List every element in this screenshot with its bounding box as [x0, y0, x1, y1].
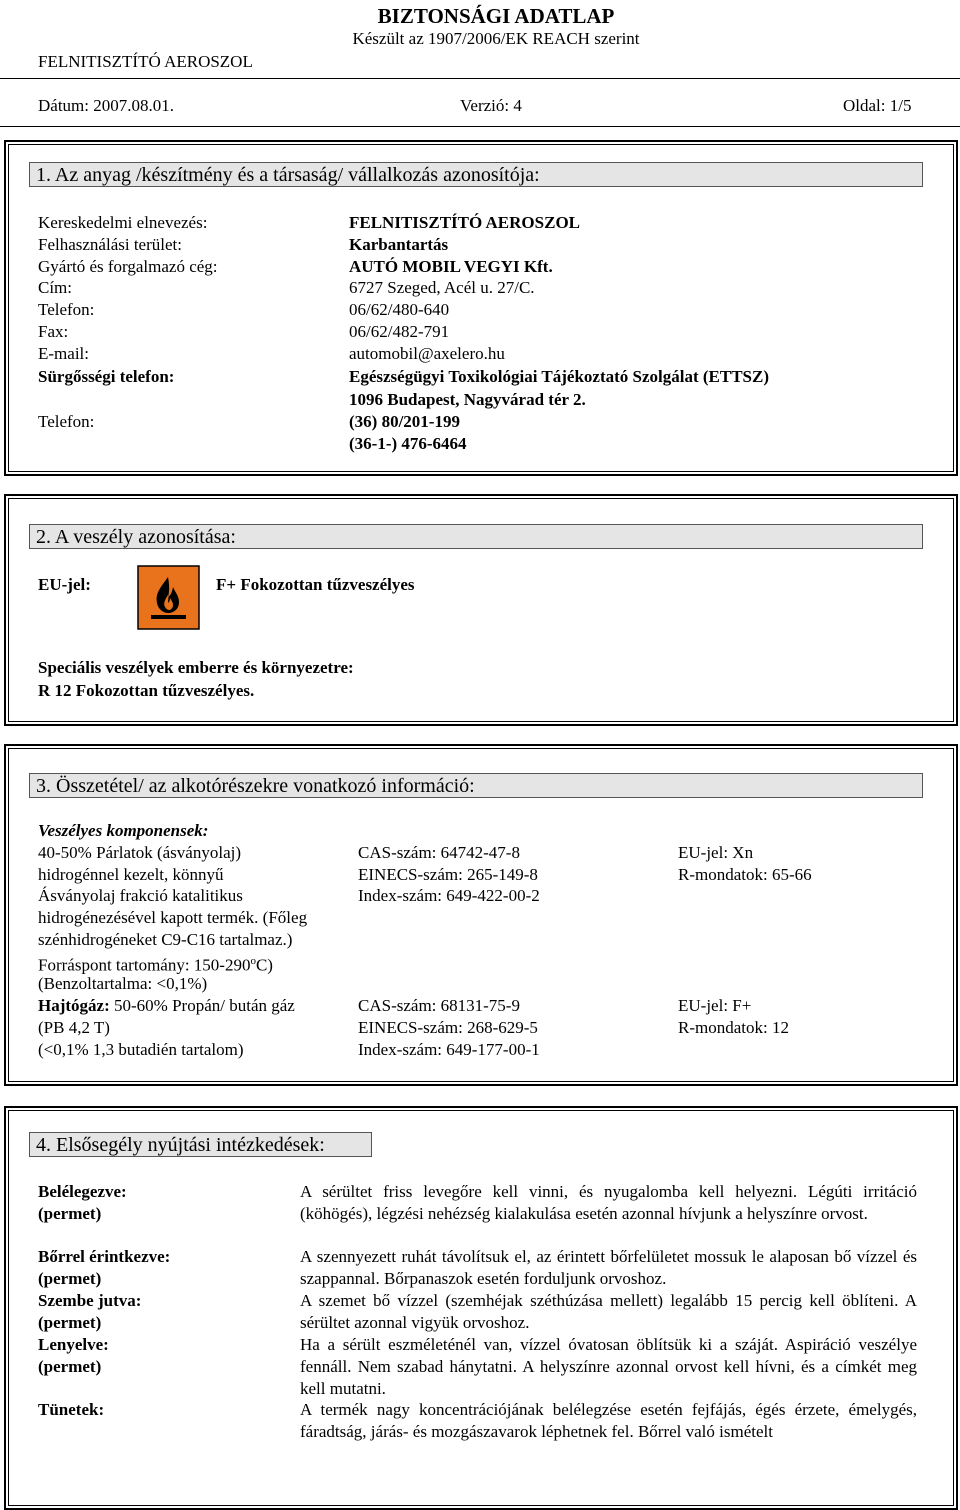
section-3-title: 3. Összetétel/ az alkotórészekre vonatkozó információ: — [29, 773, 923, 798]
component-1-eu-symbol: EU-jel: Xn — [678, 843, 754, 862]
component-1-einecs: EINECS-szám: 265-149-8 — [358, 865, 538, 884]
skin-contact-sub: (permet) — [38, 1269, 102, 1288]
special-hazards-title: Speciális veszélyek emberre és környezetre: — [38, 658, 354, 677]
value-address: 6727 Szeged, Acél u. 27/C. — [349, 278, 535, 297]
label-fax: Fax: — [38, 322, 69, 341]
inhalation-text: A sérültet friss levegőre kell vinni, és nyugalomba kell helyezni. Légúti irritáció (köhögés), légzési nehézség kialakulása esetén azonnal hívjunk a helyszínre orvost. — [300, 1182, 917, 1223]
boiling-range-text: Forráspont tartomány: 150-290 — [38, 955, 251, 975]
degree-sup: o — [250, 955, 256, 967]
symptoms-label: Tünetek: — [38, 1400, 105, 1419]
label-email: E-mail: — [38, 344, 89, 363]
component-1-line-2: hidrogénnel kezelt, könnyű — [38, 865, 224, 884]
ingestion-label: Lenyelve: — [38, 1335, 109, 1354]
label-phone: Telefon: — [38, 300, 95, 319]
r-phrase: R 12 Fokozottan tűzveszélyes. — [38, 681, 255, 700]
eye-contact-text: A szemet bő vízzel (szemhéjak széthúzása mellett) legalább 15 percig kell öblíteni. A sérültet azonnal vigyük orvoshoz. — [300, 1291, 917, 1332]
document-date: Dátum: 2007.08.01. — [38, 96, 174, 115]
component-1-line-3: Ásványolaj frakció katalitikus — [38, 886, 243, 905]
label-usage: Felhasználási terület: — [38, 235, 182, 254]
value-usage: Karbantartás — [349, 235, 449, 254]
inhalation-sub: (permet) — [38, 1204, 102, 1223]
eye-contact-label: Szembe jutva: — [38, 1291, 142, 1310]
value-trade-name: FELNITISZTÍTÓ AEROSZOL — [349, 213, 581, 232]
flame-hazard-icon — [137, 565, 200, 630]
label-address: Cím: — [38, 278, 73, 297]
component-2-line-1 — [38, 995, 295, 1016]
label-manufacturer: Gyártó és forgalmazó cég: — [38, 257, 218, 276]
eye-contact-sub: (permet) — [38, 1313, 102, 1332]
component-2-cas: CAS-szám: 68131-75-9 — [358, 996, 520, 1015]
component-2-line-2: (PB 4,2 T) — [38, 1018, 110, 1037]
component-1-cas: CAS-szám: 64742-47-8 — [358, 843, 520, 862]
document-version: Verzió: 4 — [460, 96, 522, 115]
hazardous-components-title: Veszélyes komponensek: — [38, 821, 209, 840]
value-manufacturer: AUTÓ MOBIL VEGYI Kft. — [349, 257, 553, 276]
propellant-name: 50-60% Propán/ bután gáz — [109, 996, 295, 1015]
component-1-index: Index-szám: 649-422-00-2 — [358, 886, 540, 905]
section-2-title: 2. A veszély azonosítása: — [29, 524, 923, 549]
header-product-name: FELNITISZTÍTÓ AEROSZOL — [38, 52, 253, 71]
document-subtitle: Készült az 1907/2006/EK REACH szerint — [352, 29, 640, 48]
meta-divider — [0, 126, 960, 127]
header-divider — [0, 78, 960, 79]
eu-symbol-value: F+ Fokozottan tűzveszélyes — [216, 575, 415, 594]
value-fax: 06/62/482-791 — [349, 322, 450, 341]
component-2-eu-symbol: EU-jel: F+ — [678, 996, 752, 1015]
component-1-line-6 — [38, 951, 273, 976]
value-email: automobil@axelero.hu — [349, 344, 505, 363]
skin-contact-text: A szennyezett ruhát távolítsuk el, az érintett bőrfelületet mossuk le alaposan bő vízzel és szappannal. Bőrpanaszok esetén forduljunk orvoshoz. — [300, 1247, 917, 1288]
label-trade-name: Kereskedelmi elnevezés: — [38, 213, 208, 232]
component-2-r-phrases: R-mondatok: 12 — [678, 1018, 789, 1037]
component-1-line-4: hidrogénezésével kapott termék. (Főleg — [38, 908, 308, 927]
ingestion-sub: (permet) — [38, 1357, 102, 1376]
skin-contact-label: Bőrrel érintkezve: — [38, 1247, 171, 1266]
ingestion-text: Ha a sérült eszméleténél van, vízzel óvatosan öblítsük ki a száját. Aspiráció veszélye fennáll. Nem szabad hánytatni. A helyszínre azonnal orvost kell hívni, és a címkét meg kell mutatni. — [300, 1335, 917, 1398]
value-emergency-phone-1: (36) 80/201-199 — [349, 412, 460, 431]
component-1-line-7: (Benzoltartalma: <0,1%) — [38, 974, 208, 993]
eu-symbol-label: EU-jel: — [38, 575, 91, 594]
value-phone: 06/62/480-640 — [349, 300, 450, 319]
page-number: Oldal: 1/5 — [843, 96, 912, 115]
value-emergency-phone-2: (36-1-) 476-6464 — [349, 434, 467, 453]
document-title: BIZTONSÁGI ADATLAP — [377, 4, 615, 28]
label-emergency-phone-number: Telefon: — [38, 412, 95, 431]
component-1-r-phrases: R-mondatok: 65-66 — [678, 865, 812, 884]
component-2-line-3: (<0,1% 1,3 butadién tartalom) — [38, 1040, 244, 1059]
label-emergency-phone: Sürgősségi telefon: — [38, 367, 175, 386]
value-emergency-service: Egészségügyi Toxikológiai Tájékoztató Szolgálat (ETTSZ) — [349, 367, 770, 386]
symptoms-text: A termék nagy koncentrációjának belélegzése esetén fejfájás, égés érzete, émelygés, fáradtság, járás- és mozgászavarok léphetnek fel. Bőrrel való ismételt — [300, 1400, 917, 1441]
inhalation-label: Belélegezve: — [38, 1182, 127, 1201]
component-2-index: Index-szám: 649-177-00-1 — [358, 1040, 540, 1059]
section-1-title: 1. Az anyag /készítmény és a társaság/ vállalkozás azonosítója: — [29, 162, 923, 187]
propellant-label: Hajtógáz: — [38, 996, 110, 1015]
boiling-range-unit: C) — [255, 955, 273, 975]
section-1-box — [4, 140, 958, 476]
section-4-title: 4. Elsősegély nyújtási intézkedések: — [29, 1132, 372, 1157]
component-1-line-5: szénhidrogéneket C9-C16 tartalmaz.) — [38, 930, 293, 949]
component-1-line-1: 40-50% Párlatok (ásványolaj) — [38, 843, 241, 862]
component-2-einecs: EINECS-szám: 268-629-5 — [358, 1018, 538, 1037]
value-emergency-address: 1096 Budapest, Nagyvárad tér 2. — [349, 390, 586, 409]
